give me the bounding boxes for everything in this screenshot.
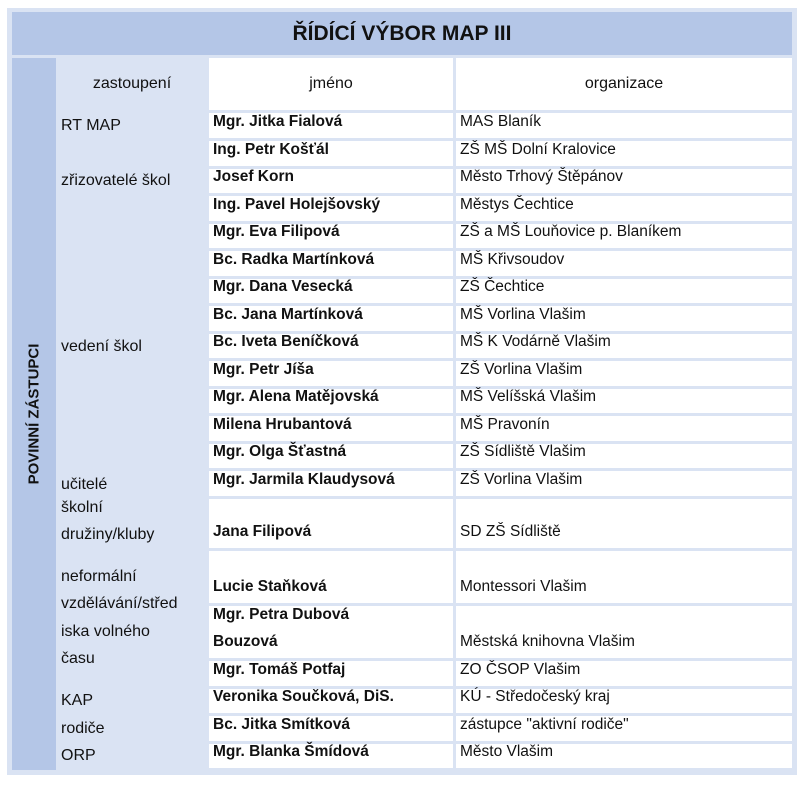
member-name: Bc. Jitka Smítková [213, 716, 350, 733]
table-title: ŘÍDÍCÍ VÝBOR MAP III [12, 12, 792, 55]
member-name: Milena Hrubantová [213, 416, 352, 433]
name-cell [209, 224, 453, 248]
member-name: Bc. Iveta Beníčková [213, 333, 359, 350]
name-cell [209, 471, 453, 496]
name-cell [209, 606, 453, 658]
representation-label: zřizovatelé škol [61, 172, 171, 189]
organization-cell: zástupce "aktivní rodiče" [456, 716, 792, 741]
representation-label: školní [61, 499, 103, 516]
header-name: jméno [209, 58, 453, 110]
member-name: Mgr. Eva Filipová [213, 223, 340, 240]
organization-cell: ZŠ a MŠ Louňovice p. Blaníkem [456, 224, 792, 248]
representation-label: družiny/kluby [61, 526, 155, 543]
name-cell [209, 551, 453, 603]
member-name: Mgr. Petr Jíša [213, 361, 314, 378]
organization-cell: ZŠ Čechtice [456, 279, 792, 303]
representation-label: iska volného [61, 623, 150, 640]
member-name: Jana Filipová [213, 523, 312, 540]
organization-cell: Montessori Vlašim [456, 551, 792, 603]
representation-label: času [61, 650, 95, 667]
organization-cell: Město Vlašim [456, 744, 792, 768]
member-name: Mgr. Tomáš Potfaj [213, 661, 346, 678]
organization-cell: MŠ Křivsoudov [456, 251, 792, 276]
organization-cell: Městys Čechtice [456, 196, 792, 221]
member-name-cont: Bouzová [213, 633, 278, 650]
side-group-label: POVINNÍ ZÁSTUPCI [25, 343, 43, 485]
representation-label: RT MAP [61, 117, 121, 134]
organization-cell: SD ZŠ Sídliště [456, 499, 792, 548]
header-organization: organizace [456, 58, 792, 110]
representation-label: neformální [61, 568, 137, 585]
name-cell [209, 499, 453, 548]
name-cell [209, 334, 453, 358]
organization-cell: MŠ Pravonín [456, 416, 792, 441]
name-cell [209, 389, 453, 413]
organization-cell: KÚ - Středočeský kraj [456, 689, 792, 713]
name-cell [209, 169, 453, 193]
organization-cell: ZŠ Vorlina Vlašim [456, 361, 792, 386]
representation-label: vedení škol [61, 338, 142, 355]
name-cell [209, 279, 453, 303]
organization-cell: MŠ Velíšská Vlašim [456, 389, 792, 413]
member-name: Josef Korn [213, 168, 294, 185]
organization-cell: MAS Blaník [456, 113, 792, 138]
organization-cell: ZO ČSOP Vlašim [456, 661, 792, 686]
organization-cell: ZŠ Sídliště Vlašim [456, 444, 792, 468]
representation-label: rodiče [61, 720, 105, 737]
member-name: Ing. Pavel Holejšovský [213, 196, 381, 213]
name-cell [209, 444, 453, 468]
side-group-cell [12, 58, 56, 770]
representation-label: učitelé [61, 476, 108, 493]
member-name: Mgr. Alena Matějovská [213, 388, 379, 405]
member-name: Mgr. Jarmila Klaudysová [213, 471, 395, 488]
representation-label: ORP [61, 747, 96, 764]
name-cell [209, 689, 453, 713]
organization-cell: MŠ K Vodárně Vlašim [456, 334, 792, 358]
name-cell [209, 744, 453, 768]
member-name: Mgr. Blanka Šmídová [213, 743, 369, 760]
member-name: Ing. Petr Košťál [213, 141, 329, 158]
organization-cell: ZŠ MŠ Dolní Kralovice [456, 141, 792, 166]
member-name: Bc. Jana Martínková [213, 306, 363, 323]
organization-cell: ZŠ Vorlina Vlašim [456, 471, 792, 496]
member-name: Mgr. Olga Šťastná [213, 443, 347, 460]
member-name: Mgr. Jitka Fialová [213, 113, 343, 130]
organization-cell: Městská knihovna Vlašim [456, 606, 792, 658]
member-name: Mgr. Petra Dubová [213, 606, 350, 623]
representation-label: vzdělávání/střed [61, 595, 178, 612]
member-name: Veronika Součková, DiS. [213, 688, 394, 705]
representation-label: KAP [61, 692, 94, 709]
organization-cell: MŠ Vorlina Vlašim [456, 306, 792, 331]
organization-cell: Město Trhový Štěpánov [456, 169, 792, 193]
member-name: Lucie Staňková [213, 578, 327, 595]
member-name: Bc. Radka Martínková [213, 251, 375, 268]
name-cell [209, 113, 453, 138]
member-name: Mgr. Dana Vesecká [213, 278, 353, 295]
header-representation: zastoupení [92, 75, 172, 92]
